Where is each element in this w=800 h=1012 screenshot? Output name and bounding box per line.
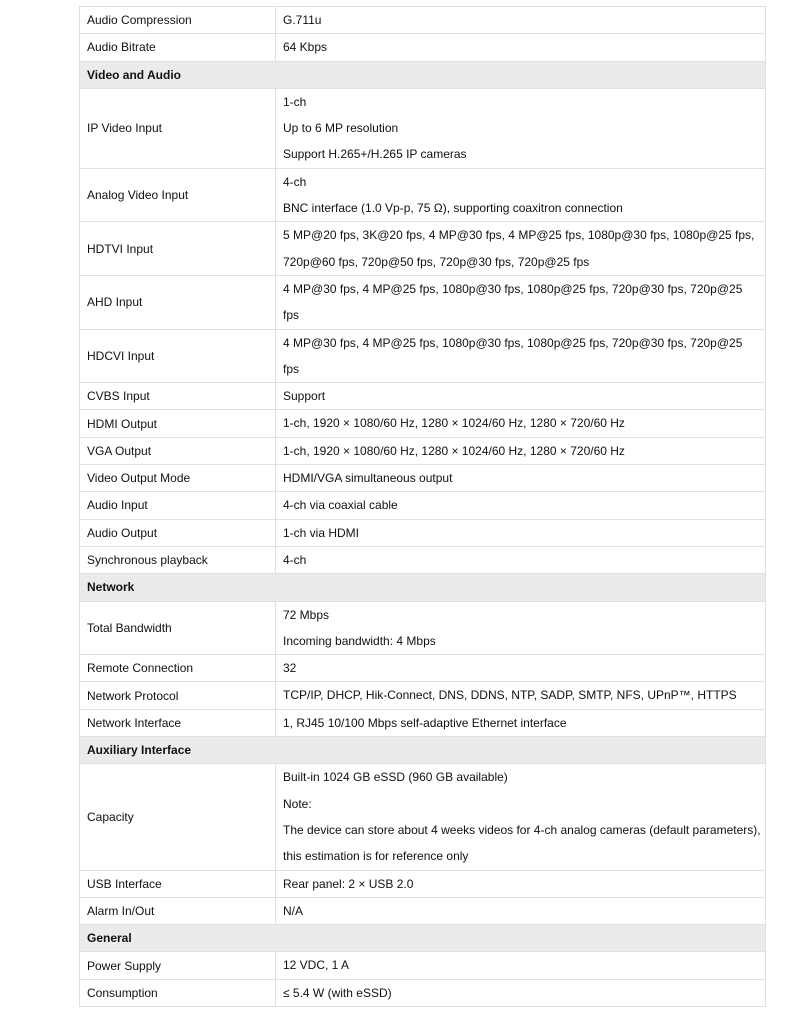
- spec-value-line: 4-ch via coaxial cable: [283, 498, 398, 513]
- spec-key: Synchronous playback: [80, 546, 276, 573]
- section-title: General: [80, 925, 766, 952]
- spec-key: Audio Bitrate: [80, 34, 276, 61]
- spec-value: [276, 465, 766, 492]
- spec-value-line: 1-ch: [283, 94, 307, 109]
- spec-value: [276, 952, 766, 979]
- section-title: Network: [80, 574, 766, 601]
- spec-value-line: Incoming bandwidth: 4 Mbps: [283, 633, 436, 648]
- spec-key: HDCVI Input: [80, 329, 276, 383]
- spec-value-line: 720p@60 fps, 720p@50 fps, 720p@30 fps, 720p@25 fps: [283, 254, 590, 269]
- spec-value-line: Rear panel: 2 × USB 2.0: [283, 876, 414, 891]
- spec-row: [80, 682, 766, 709]
- spec-key: Total Bandwidth: [80, 601, 276, 655]
- spec-value-line: N/A: [283, 903, 304, 918]
- spec-value-line: 1-ch via HDMI: [283, 525, 360, 540]
- spec-row: [80, 952, 766, 979]
- spec-value-line: The device can store about 4 weeks videos for 4-ch analog cameras (default parameters),: [283, 822, 761, 837]
- spec-value-line: Support: [283, 389, 326, 404]
- spec-value: [276, 764, 766, 870]
- spec-row: [80, 437, 766, 464]
- spec-row: [80, 979, 766, 1006]
- spec-value-line: ≤ 5.4 W (with eSSD): [283, 985, 392, 1000]
- spec-value: [276, 682, 766, 709]
- spec-key: USB Interface: [80, 870, 276, 897]
- spec-value: [276, 492, 766, 519]
- spec-value-line: G.711u: [283, 13, 322, 27]
- section-header-row: [80, 925, 766, 952]
- spec-key: Network Interface: [80, 709, 276, 736]
- spec-value: [276, 601, 766, 655]
- spec-key: Audio Output: [80, 519, 276, 546]
- spec-value-line: 1-ch, 1920 × 1080/60 Hz, 1280 × 1024/60 Hz, 1280 × 720/60 Hz: [283, 416, 625, 431]
- spec-table-body: [80, 7, 766, 1007]
- spec-row: [80, 329, 766, 383]
- spec-value: [276, 655, 766, 682]
- spec-value-line: 1-ch, 1920 × 1080/60 Hz, 1280 × 1024/60 Hz, 1280 × 720/60 Hz: [283, 443, 625, 458]
- spec-value-line: BNC interface (1.0 Vp-p, 75 Ω), supporting coaxitron connection: [283, 201, 623, 216]
- spec-row: [80, 34, 766, 61]
- spec-key: HDMI Output: [80, 410, 276, 437]
- spec-key: HDTVI Input: [80, 222, 276, 276]
- spec-row: [80, 275, 766, 329]
- spec-row: [80, 519, 766, 546]
- spec-value-line: 4 MP@30 fps, 4 MP@25 fps, 1080p@30 fps, 1080p@25 fps, 720p@30 fps, 720p@25: [283, 281, 743, 296]
- spec-value: [276, 329, 766, 383]
- spec-value-line: Built-in 1024 GB eSSD (960 GB available): [283, 770, 508, 785]
- spec-row: [80, 222, 766, 276]
- spec-value-line: fps: [283, 308, 300, 323]
- spec-value: [276, 897, 766, 924]
- spec-row: [80, 383, 766, 410]
- spec-value: [276, 437, 766, 464]
- spec-key: Video Output Mode: [80, 465, 276, 492]
- spec-value-line: 5 MP@20 fps, 3K@20 fps, 4 MP@30 fps, 4 MP@25 fps, 1080p@30 fps, 1080p@25 fps,: [283, 228, 755, 243]
- spec-row: [80, 546, 766, 573]
- spec-value: [276, 88, 766, 168]
- section-title: Auxiliary Interface: [80, 737, 766, 764]
- spec-key: AHD Input: [80, 275, 276, 329]
- spec-row: [80, 655, 766, 682]
- spec-key: CVBS Input: [80, 383, 276, 410]
- spec-value: [276, 168, 766, 222]
- spec-key: Power Supply: [80, 952, 276, 979]
- spec-table: [79, 6, 766, 1007]
- spec-row: [80, 410, 766, 437]
- spec-row: [80, 88, 766, 168]
- spec-value: [276, 7, 766, 34]
- spec-value-line: 72 Mbps: [283, 607, 330, 622]
- section-header-row: [80, 61, 766, 88]
- spec-value-line: 4-ch: [283, 552, 307, 567]
- spec-value: [276, 383, 766, 410]
- spec-value: [276, 275, 766, 329]
- spec-key: VGA Output: [80, 437, 276, 464]
- spec-value: [276, 222, 766, 276]
- spec-row: [80, 465, 766, 492]
- spec-key: Capacity: [80, 764, 276, 870]
- spec-value-line: Support H.265+/H.265 IP cameras: [283, 147, 467, 162]
- spec-value-line: fps: [283, 361, 300, 376]
- section-title: Video and Audio: [80, 61, 766, 88]
- spec-value-line: 12 VDC, 1 A: [283, 958, 350, 973]
- spec-row: [80, 897, 766, 924]
- spec-key: Remote Connection: [80, 655, 276, 682]
- spec-value-line: 4-ch: [283, 174, 307, 189]
- spec-value: [276, 34, 766, 61]
- spec-row: [80, 601, 766, 655]
- spec-row: [80, 870, 766, 897]
- spec-value-line: 64 Kbps: [283, 40, 328, 55]
- spec-row: [80, 168, 766, 222]
- section-header-row: [80, 574, 766, 601]
- spec-value-line: Up to 6 MP resolution: [283, 121, 399, 136]
- spec-value: [276, 870, 766, 897]
- section-header-row: [80, 737, 766, 764]
- spec-key: Audio Compression: [80, 7, 276, 34]
- spec-row: [80, 492, 766, 519]
- spec-row: [80, 764, 766, 870]
- spec-value: [276, 979, 766, 1006]
- spec-key: Audio Input: [80, 492, 276, 519]
- spec-value-line: TCP/IP, DHCP, Hik-Connect, DNS, DDNS, NTP, SADP, SMTP, NFS, UPnP™, HTTPS: [283, 688, 737, 703]
- spec-value-line: Note:: [283, 796, 312, 811]
- spec-value: [276, 519, 766, 546]
- spec-key: IP Video Input: [80, 88, 276, 168]
- spec-value: [276, 546, 766, 573]
- spec-row: [80, 709, 766, 736]
- spec-row: [80, 7, 766, 34]
- spec-key: Network Protocol: [80, 682, 276, 709]
- spec-value-line: 4 MP@30 fps, 4 MP@25 fps, 1080p@30 fps, 1080p@25 fps, 720p@30 fps, 720p@25: [283, 335, 743, 350]
- spec-key: Analog Video Input: [80, 168, 276, 222]
- spec-key: Consumption: [80, 979, 276, 1006]
- spec-value: [276, 410, 766, 437]
- spec-value-line: this estimation is for reference only: [283, 849, 469, 864]
- spec-value: [276, 709, 766, 736]
- spec-value-line: 32: [283, 661, 297, 676]
- spec-value-line: 1, RJ45 10/100 Mbps self-adaptive Ethernet interface: [283, 715, 567, 730]
- spec-value-line: HDMI/VGA simultaneous output: [283, 471, 453, 486]
- spec-key: Alarm In/Out: [80, 897, 276, 924]
